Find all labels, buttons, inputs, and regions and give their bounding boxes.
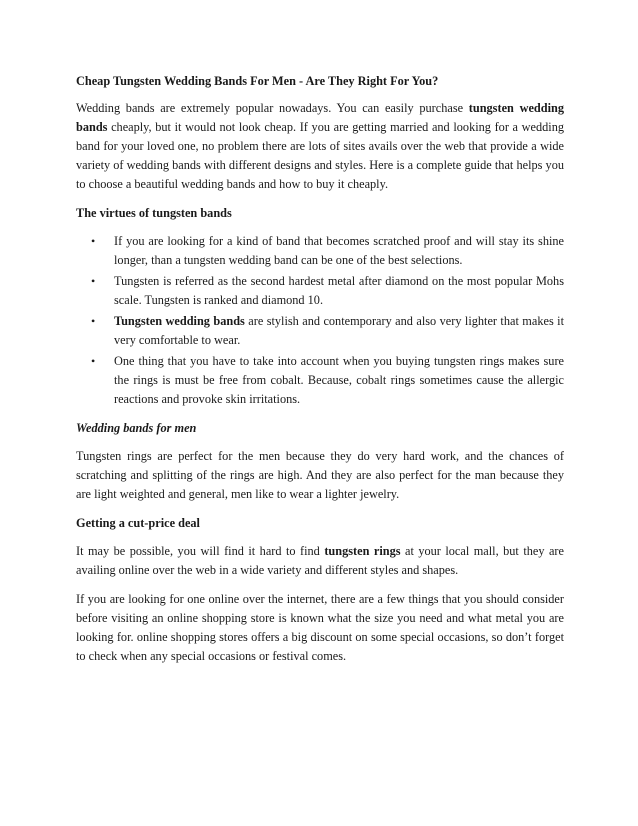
deal-paragraph-2: If you are looking for one online over the internet, there are a few things that you should consider before visiting an online shopping store is known what the size you need and what metal you are looking for. online shopping stores offers a big discount on some special occasions, so don’t forget to check when any special occasions or festival comes. xyxy=(76,592,564,663)
list-item xyxy=(76,272,564,310)
deal-text-end: at your local mall, but they are availing online over the web in a wide variety and different styles and shapes. xyxy=(76,544,564,577)
bullet-icon: • xyxy=(91,354,96,368)
deal-paragraph-1 xyxy=(76,542,564,580)
document-title: Cheap Tungsten Wedding Bands For Men - Are They Right For You? xyxy=(76,74,439,88)
list-item xyxy=(76,352,564,409)
men-heading: Wedding bands for men xyxy=(76,421,197,435)
virtues-heading: The virtues of tungsten bands xyxy=(76,206,232,220)
virtues-list xyxy=(76,232,564,409)
intro-paragraph xyxy=(76,99,564,194)
list-item-text: If you are looking for a kind of band that becomes scratched proof and will stay its shine longer, than a tungsten wedding band can be one of the best selections. xyxy=(114,234,564,267)
list-item xyxy=(76,232,564,270)
intro-bold-keyword: tungsten wedding bands xyxy=(76,101,564,134)
list-item-text: Tungsten is referred as the second hardest metal after diamond on the most popular Mohs scale. Tungsten is ranked and diamond 10. xyxy=(114,274,564,307)
deal-bold-keyword: tungsten rings xyxy=(324,544,401,558)
list-item-text: are stylish and contemporary and also very lighter that makes it very comfortable to wear. xyxy=(114,314,564,347)
intro-text-start: Wedding bands are extremely popular nowadays. You can easily purchase xyxy=(76,101,469,115)
list-item xyxy=(76,312,564,350)
men-paragraph: Tungsten rings are perfect for the men because they do very hard work, and the chances of scratching and splitting of the rings are high. And they are also perfect for the man because they are light weighted and general, men like to wear a lighter jewelry. xyxy=(76,449,564,501)
bullet-icon: • xyxy=(91,274,96,288)
bullet-icon: • xyxy=(91,314,96,328)
list-item-text: One thing that you have to take into account when you buying tungsten rings makes sure the rings is must be free from cobalt. Because, cobalt rings sometimes cause the allergic reactions and provoke skin irritations. xyxy=(114,354,564,406)
deal-text-start: It may be possible, you will find it hard to find xyxy=(76,544,325,558)
list-item-bold: Tungsten wedding bands xyxy=(114,314,245,328)
deal-heading: Getting a cut-price deal xyxy=(76,516,200,530)
intro-text-end: cheaply, but it would not look cheap. If you are getting married and looking for a wedding band for your loved one, no problem there are lots of sites avails over the web that provide a wide variety of wedding bands with different designs and styles. Here is a complete guide that helps you to choose a beautiful wedding bands and how to buy it cheaply. xyxy=(76,120,564,191)
bullet-icon: • xyxy=(91,234,96,248)
